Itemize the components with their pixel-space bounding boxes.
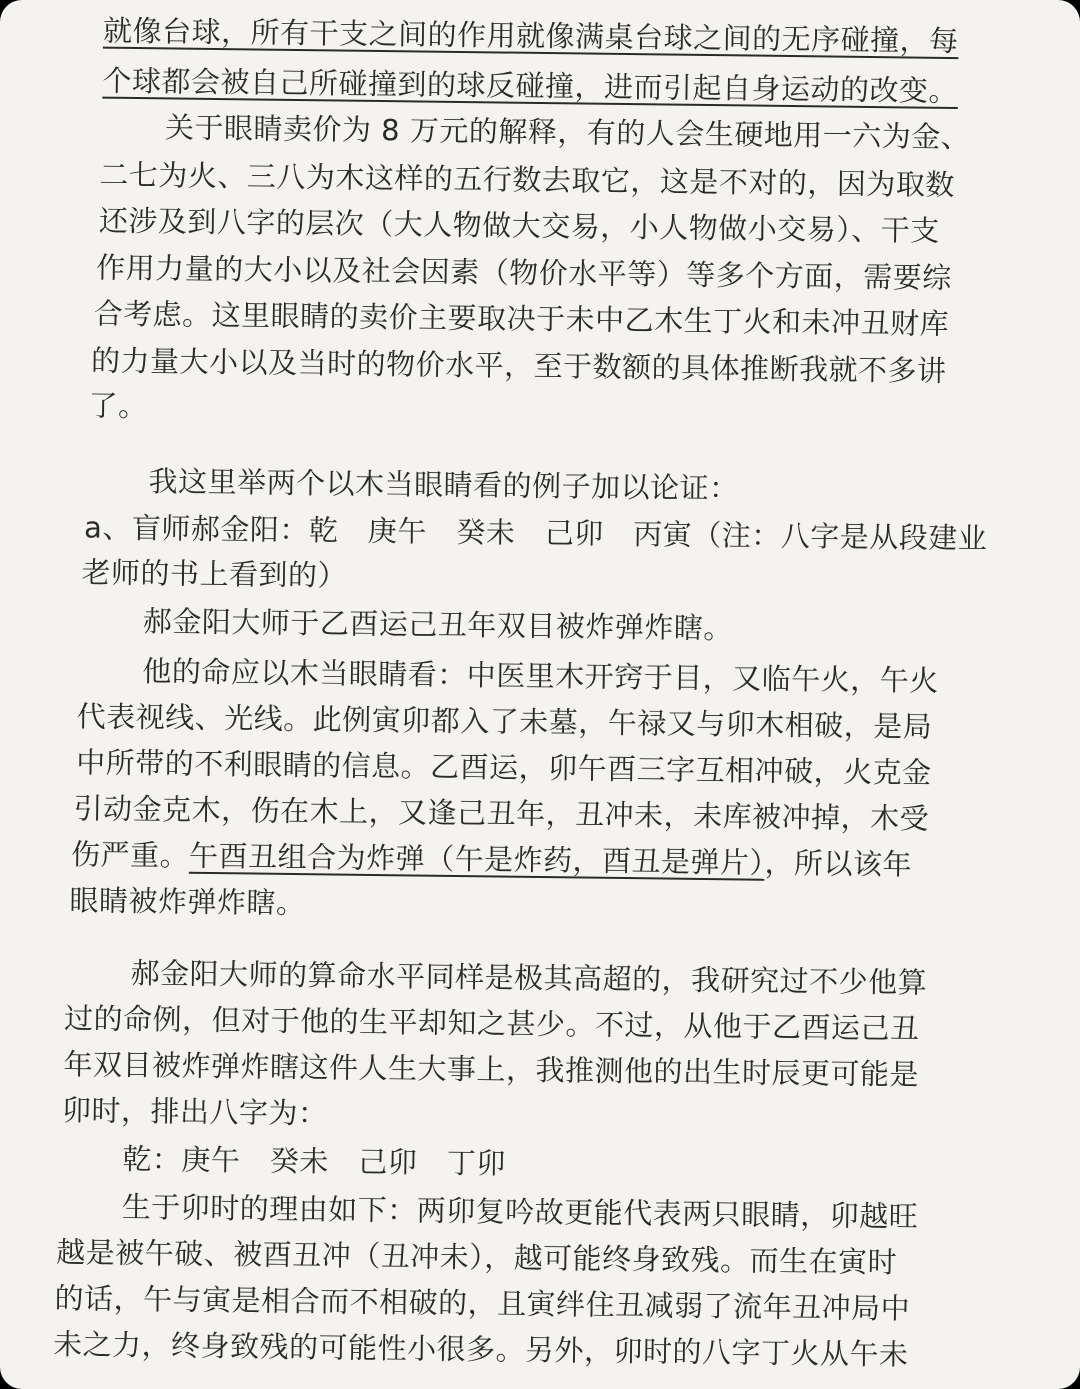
text-line: 还涉及到八字的层次（大人物做大交易，小人物做小交易）、干支 [98,203,940,248]
text-line: 了。 [88,388,148,424]
text-line: 年双目被炸弹炸瞎这件人生大事上，我推测他的出生时辰更可能是 [63,1047,920,1092]
text-line: 眼睛被炸弹炸瞎。 [69,883,306,921]
text-line [71,834,912,884]
text-line: 就像台球，所有干支之间的作用就像满桌台球之间的无序碰撞，每 [102,13,959,59]
text-line: 的力量大小以及当时的物价水平，至于数额的具体推断我就不多讲 [90,343,947,388]
text-line: 中所带的不利眼睛的信息。乙酉运，卯午酉三字互相冲破，火克金 [75,745,932,790]
text-line: 越是被午破、被酉丑冲（丑冲未），越可能终身致残。而生在寅时 [56,1235,898,1280]
text-line: 个球都会被自己所碰撞到的球反碰撞，进而引起自身运动的改变。 [102,63,959,109]
text-line: 我这里举两个以木当眼睛看的例子加以论证： [148,464,739,506]
text-line: a、盲师郝金阳：乾 庚午 癸未 己卯 丙寅（注：八字是从段建业 [83,510,988,556]
text-line: 合考虑。这里眼睛的卖价主要取决于未中乙木生丁火和未冲丑财库 [93,296,950,341]
text-line: 关于眼睛卖价为 8 万元的解释，有的人会生硬地用一六为金、 [164,110,971,155]
text-line: 郝金阳大师于乙酉运己丑年双目被炸弹炸瞎。 [142,604,734,646]
underlined-text: 午酉丑组合为炸弹（午是炸药，酉丑是弹片） [188,838,765,880]
text-line: 代表视线、光线。此例寅卯都入了未墓，午禄又与卯木相破，是局 [76,699,933,744]
text-line: 未之力，终身致残的可能性小很多。另外，卯时的八字丁火从午未 [52,1327,909,1372]
text-line: 他的命应以木当眼睛看：中医里木开窍于目，又临午火，午火 [142,654,939,698]
text-line: 作用力量的大小以及社会因素（物价水平等）等多个方面，需要综 [96,250,952,295]
text-line: 卯时，排出八字为： [61,1093,328,1131]
text-line: 二七为火、三八为木这样的五行数去取它，这是不对的，因为取数 [99,157,956,203]
text-line: 郝金阳大师的算命水平同样是极其高超的，我研究过不少他算 [130,956,928,1000]
text-line: 过的命例，但对于他的生平却知之甚少。不过，从他于乙酉运己丑 [63,1001,920,1046]
text-span: ，所以该年 [764,845,913,882]
text-line: 老师的书上看到的） [81,555,348,593]
text-line: 的话，午与寅是相合而不相破的，且寅绊住丑减弱了流年丑冲局中 [54,1281,911,1326]
text-line: 乾：庚午 癸未 己卯 丁卯 [122,1141,507,1181]
text-span: 伤严重。 [70,837,190,873]
text-line: 引动金克木，伤在木上，又逢己丑年，丑冲未，未库被冲掉，木受 [73,791,930,836]
text-line: 生于卯时的理由如下：两卯复吟故更能代表两只眼睛，卯越旺 [121,1189,919,1234]
